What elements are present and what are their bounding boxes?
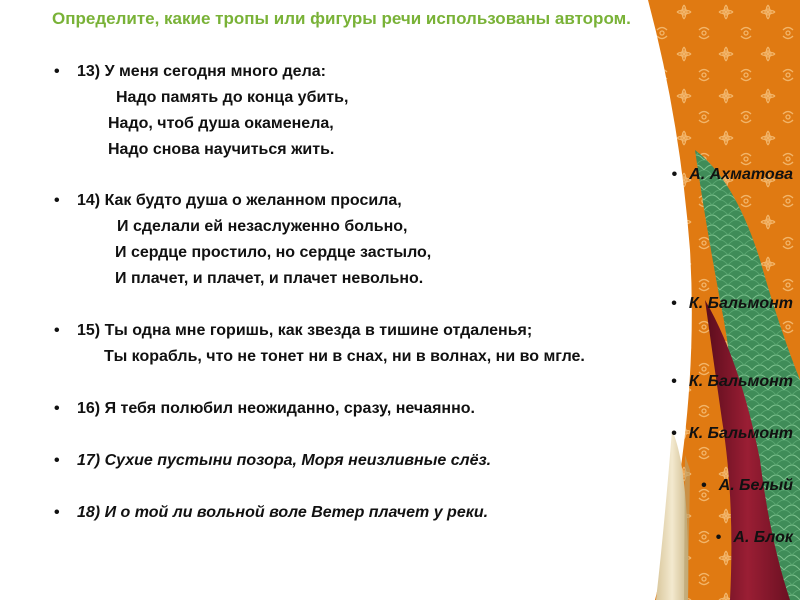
poem-line: И сделали ей незаслуженно больно, <box>117 218 408 235</box>
bullet-icon: • <box>671 295 677 312</box>
author-attribution <box>671 295 793 313</box>
poem-line: 14) Как будто душа о желанном просила, <box>77 192 402 209</box>
poem-line: 18) И о той ли вольной воле Ветер плачет у реки. <box>77 504 489 521</box>
author-attribution <box>671 373 793 391</box>
poem-line: 15) Ты одна мне горишь, как звезда в тишине отдаленья; <box>77 322 533 339</box>
slide-title: Определите, какие тропы или фигуры речи использованы автором. <box>52 9 631 28</box>
bullet-icon: • <box>54 400 60 417</box>
bullet-icon: • <box>701 477 707 494</box>
poem-line: 17) Сухие пустыни позора, Моря неизливные слёз. <box>77 452 492 469</box>
bullet-icon: • <box>54 322 60 339</box>
author-attribution <box>672 166 793 184</box>
bullet-icon: • <box>54 63 60 80</box>
author-name: К. Бальмонт <box>688 373 793 390</box>
poem-line: Надо, чтоб душа окаменела, <box>108 115 334 132</box>
author-attribution <box>701 477 793 495</box>
poem-line: 13) У меня сегодня много дела: <box>77 63 326 80</box>
author-attribution <box>671 425 793 443</box>
bullet-icon: • <box>54 192 60 209</box>
poem-line: Надо снова научиться жить. <box>108 141 335 158</box>
poem-line: Надо память до конца убить, <box>116 89 349 106</box>
author-name: К. Бальмонт <box>688 425 793 442</box>
bullet-icon: • <box>54 452 60 469</box>
poem-line: И плачет, и плачет, и плачет невольно. <box>115 270 424 287</box>
bullet-icon: • <box>54 504 60 521</box>
bullet-icon: • <box>715 529 722 546</box>
author-name: А. Белый <box>718 477 793 494</box>
bullet-icon: • <box>671 166 678 183</box>
poem-line: 16) Я тебя полюбил неожиданно, сразу, нечаянно. <box>77 400 475 417</box>
bullet-icon: • <box>671 425 677 442</box>
author-attribution <box>716 529 793 547</box>
author-name: А. Ахматова <box>689 166 793 183</box>
author-name: А. Блок <box>733 529 793 546</box>
bullet-icon: • <box>671 373 677 390</box>
poem-line: Ты корабль, что не тонет ни в снах, ни в волнах, ни во мгле. <box>104 348 585 365</box>
poem-line: И сердце простило, но сердце застыло, <box>115 244 432 261</box>
author-name: К. Бальмонт <box>688 295 793 312</box>
